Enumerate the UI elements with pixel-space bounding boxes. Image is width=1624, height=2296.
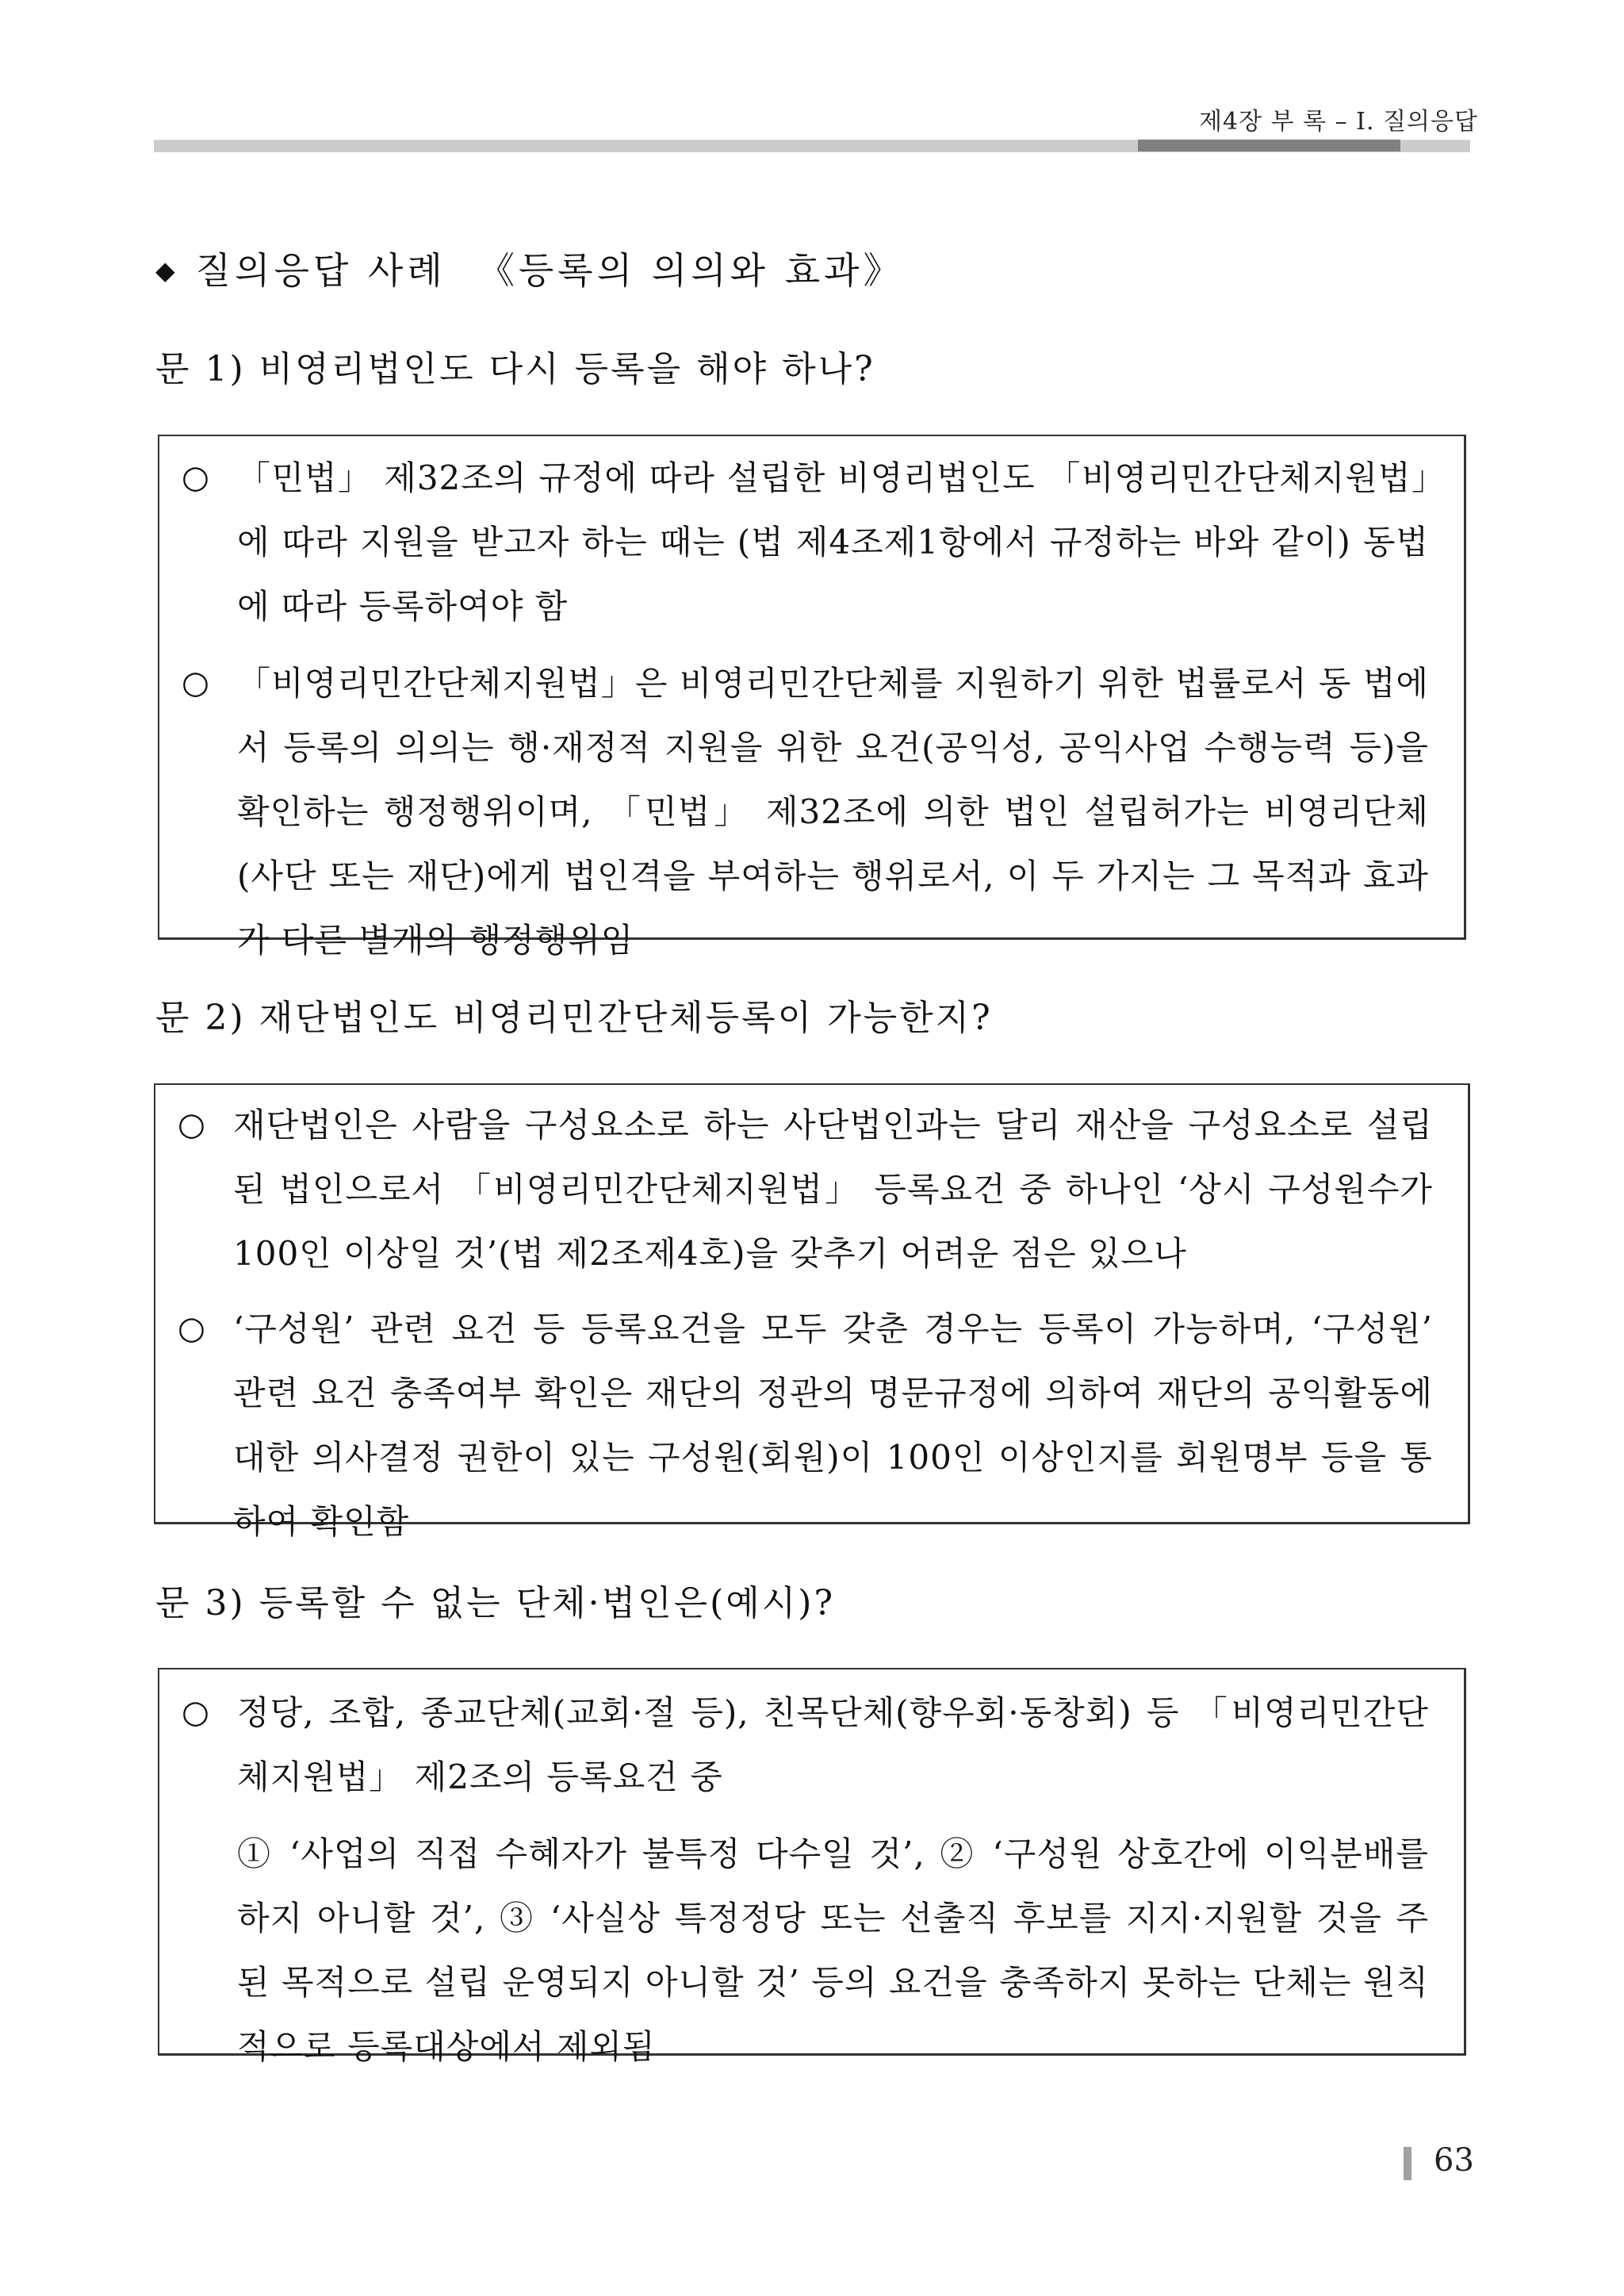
answer-paragraph [155,1297,1468,1554]
section-title [155,249,904,292]
answer-box-1 [158,435,1466,960]
header-divider-accent [1138,140,1400,151]
circle-bullet-icon: ○ [178,1106,206,1143]
circle-bullet-icon: ○ [182,665,210,701]
diamond-bullet-icon: ◆ [155,255,175,286]
circle-bullet-icon: ○ [182,1694,210,1731]
answer-paragraph [159,651,1464,972]
running-header: 제4장 부 록 – Ⅰ. 질의응답 [1199,108,1478,136]
page-number: 63 [1434,2142,1474,2179]
answer-text: ‘구성원’ 관련 요건 등 등록요건을 모두 갖춘 경우는 등록이 가능하며, ‘구성원’ 관련 요건 충족여부 확인은 재단의 정관의 명문규정에 의하여 재단의 공익활동에 대한 의사결정 권한이 있는 구성원(회원)이 100인 이상인지를 회원명부 등을 통하여 확인함 [233,1309,1433,1541]
answer-text: ① ‘사업의 직접 수혜자가 불특정 다수일 것’, ② ‘구성원 상호간에 이익분배를 하지 아니할 것’, ③ ‘사실상 특정정당 또는 선출직 후보를 지지·지원할 것을 주된 목적으로 설립 운영되지 아니할 것’ 등의 요건을 충족하지 못하는 단체는 원칙적으로 등록대상에서 제외됨 [237,1834,1429,2066]
answer-text: 재단법인은 사람을 구성요소로 하는 사단법인과는 달리 재산을 구성요소로 설립된 법인으로서 「비영리민간단체지원법」 등록요건 중 하나인 ‘상시 구성원수가 100인 이상일 것’(법 제2조제4호)을 갖추기 어려운 점은 있으나 [233,1106,1433,1273]
answer-text: 정당, 조합, 종교단체(교회·절 등), 친목단체(향우회·동창회) 등 「비영리민간단체지원법」 제2조의 등록요건 중 [237,1693,1429,1796]
answer-paragraph [159,1681,1464,1809]
answer-paragraph [159,446,1464,638]
answer-text: 「비영리민간단체지원법」은 비영리민간단체를 지원하기 위한 법률로서 동 법에서 등록의 의의는 행·재정적 지원을 위한 요건(공익성, 공익사업 수행능력 등)을 확인하는 행정행위이며, 「민법」 제32조에 의한 법인 설립허가는 비영리단체(사단 또는 재단)에게 법인격을 부여하는 행위로서, 이 두 가지는 그 목적과 효과가 다른 별개의 행정행위임 [237,664,1429,960]
section-subtitle: 《등록의 의의와 효과》 [477,249,904,292]
answer-box-2 [154,1083,1470,1541]
question-1: 문 1) 비영리법인도 다시 등록을 해야 하나? [155,349,875,389]
circle-bullet-icon: ○ [182,459,210,496]
question-3: 문 3) 등록할 수 없는 단체·법인은(예시)? [155,1583,836,1623]
answer-text: 「민법」 제32조의 규정에 따라 설립한 비영리법인도 「비영리민간단체지원법」에 따라 지원을 받고자 하는 때는 (법 제4조제1항에서 규정하는 바와 같이) 동법에 따라 등록하여야 함 [237,458,1429,626]
section-title-text: 질의응답 사례 [195,249,446,292]
answer-box-3 [158,1668,1466,2066]
page-number-bar [1404,2147,1411,2180]
answer-subparagraph [159,1822,1464,2079]
circle-bullet-icon: ○ [178,1310,206,1347]
answer-paragraph [155,1093,1468,1286]
question-2: 문 2) 재단법인도 비영리민간단체등록이 가능한지? [155,998,993,1038]
